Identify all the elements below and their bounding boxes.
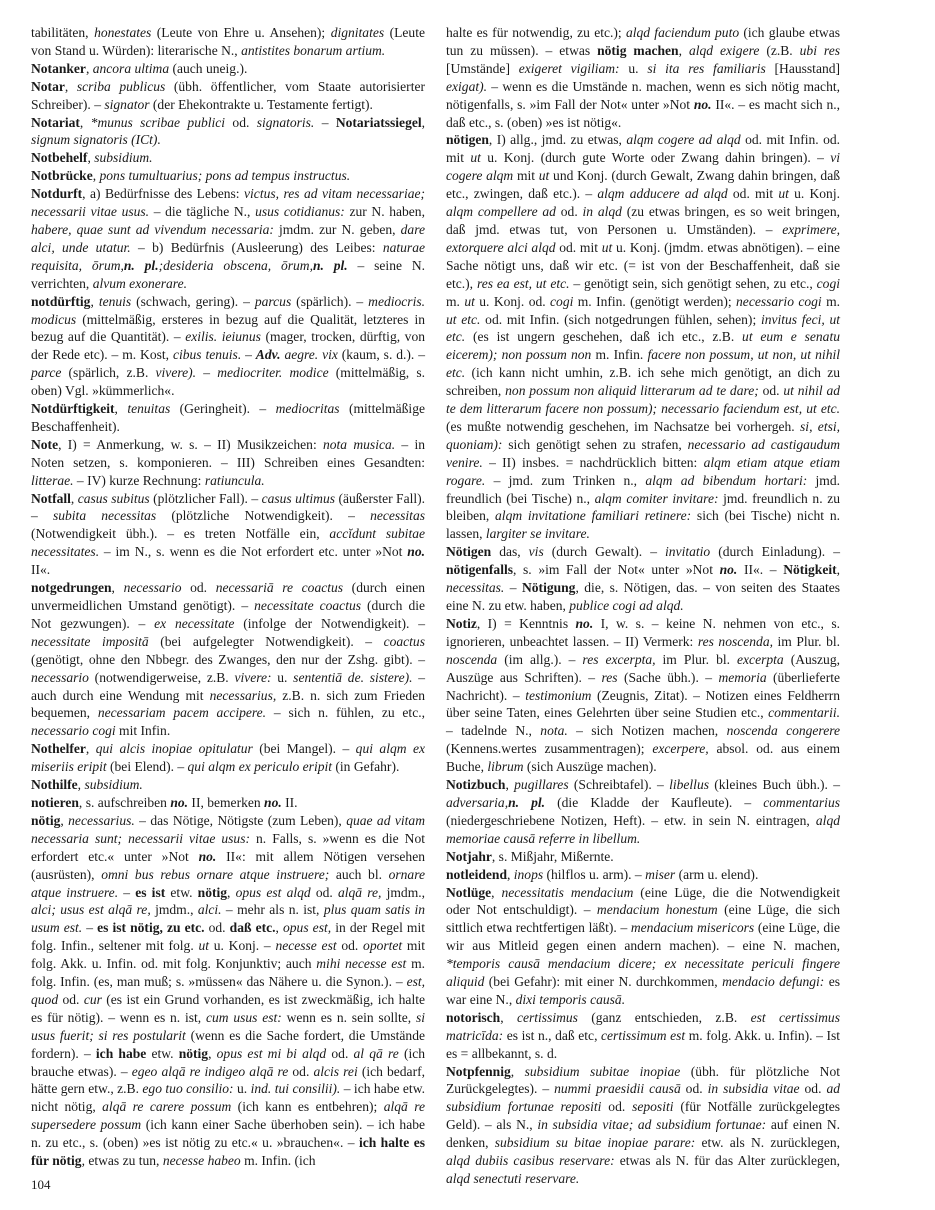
dictionary-entry: Notjahr, s. Mißjahr, Mißernte. (446, 848, 614, 864)
dictionary-entry: Nötigen das, vis (durch Gewalt). – invitatio (durch Einladung). – nötigenfalls, s. »im Fall der Not« unter »Not no. II«. – Nötigkeit, necessitas. – Nötigung, die, s. Nötigen, das. – von seiten des Staates eine N. zu etw. haben, publice cogi ad alqd. (446, 544, 841, 613)
dictionary-entry: nötigen, I) allg., jmd. zu etwas, alqm cogere ad alqd od. mit Infin. od. mit ut u. Konj. (durch gute Worte oder Zwang dahin bringen). – vi cogere alqm mit ut und Konj. (durch Gewalt, Zwang dahin bringen, daß etc., zwingen, daß etc.). – alqm adducere ad alqd od. mit ut u. Konj. alqm compellere ad od. in alqd (zu etwas bringen, es so weit bringen, daß jmd. etwas tut, von Personen u. Umständen). – exprimere, extorquere alci alqd od. mit ut u. Konj. (jmdm. etwas abnötigen). – eine Sache nötigt uns, daß wir etc. (= ist von der Beschaffenheit, daß sie etc.), res ea est, ut etc. – genötigt sein, sich genötigt sehen, zu etc., cogi m. ut u. Konj. od. cogi m. Infin. (genötigt werden); necessario cogi m. ut etc. od. mit Infin. (sich notgedrungen fühlen, sehen); invitus feci, ut etc. (es ist ungern geschehen, daß ich etc., z.B. ut eum e senatu eicerem); non possum non m. Infin. facere non possum, ut non, ut nihil etc. (ich kann nicht umhin, z.B. ich sehe mich genötigt, an dich zu schreiben, non possum non aliquid litterarum ad te dare; od. ut nihil ad te dem litterarum facere non possum); necessario faciendum est, ut etc. (es mußte notwendig geschehen, im Nachsatze bei vorhergeh. si, etsi, quoniam): sich genötigt sehen zu strafen, necessario ad castigaudum venire. – II) insbes. = nachdrücklich bitten: alqm etiam atque etiam rogare. – jmd. zum Trinken n., alqm ad bibendum hortari: jmd. freundlich (bei Tische) n., alqm comiter invitare: jmd. freundlich n. zu bleiben, alqm invitatione familiari retinere: sich (bei Tische) nicht n. lassen, largiter se invitare. (446, 132, 841, 542)
dictionary-entry: Notlüge, necessitatis mendacium (eine Lüge, die die Notwendigkeit oder Not entschuldigt). – mendacium honestum (eine Lüge, die sich sittlich etwa rechtfertigen läßt). – mendacium misericors (eine Lüge, die wir aus Mitleid gegen einen andern machen). – eine N. machen, *temporis causā mendacium dicere; ex necessitate periculi fingere aliquid (bei Gefahr): mit einer N. durchkommen, mendacio defungi: es war eine N., dixi temporis causā. (446, 884, 841, 1007)
dictionary-entry: notgedrungen, necessario od. necessariā re coactus (durch einen unvermeidlichen Umstand genötigt). – necessitate coactus (durch die Not gezwungen). – ex necessitate (infolge der Notwendigkeit). – necessitate impositā (bei aufgelegter Notwendigkeit). – coactus (genötigt, ohne den Nbbegr. des Zwanges, den nur der Zshg. gibt). – necessario (notwendigerweise, z.B. vivere: u. sententiā de. sistere). – auch durch eine Wendung mit necessarius, z.B. n. sich zum Frieden bequemen, necessariam pacem accipere. – sich n. fühlen, zu etc., necessario cogi mit Infin. (31, 580, 426, 739)
dictionary-entry: Nothilfe, subsidium. (31, 777, 143, 793)
dictionary-entry: Notiz, I) = Kenntnis no. I, w. s. – keine N. nehmen von etc., s. ignorieren, unbeachtet lassen. – II) Vermerk: res noscenda, im Plur. bl. noscenda (im allg.). – res excerpta, im Plur. bl. excerpta (Auszug, Auszüge aus Schriften). – res (Sache übh.). – memoria (überlieferte Nachricht). – testimonium (Zeugnis, Zitat). – Notizen eines Feldherrn über seine Taten, eines Gelehrten über seine Studien etc., commentarii. – tadelnde N., nota. – sich Notizen machen, noscenda congerere (Kennens.wertes zusammentragen); excerpere, absol. od. aus einem Buche, librum (sich Auszüge machen). (446, 615, 841, 775)
dictionary-entry: notieren, s. aufschreiben no. II, bemerken no. II. (31, 794, 298, 810)
dictionary-entry: halte es für notwendig, zu etc.); alqd faciendum puto (ich glaube etwas tun zu müssen). – etwas nötig machen, alqd exigere (z.B. ubi res [Umstände] exigeret vigiliam: u. si ita res familiaris [Hausstand] exigat). – wenn es die Umstände n. machen, wenn es sich nötig macht, nötigenfalls, s. »im Fall der Not« unter »Not no. II«. – es macht sich n., daß etc., s. (oben) »es ist nötig«. (446, 25, 841, 130)
dictionary-entry: Notizbuch, pugillares (Schreibtafel). – libellus (kleines Buch übh.). – adversaria,n. pl. (die Kladde der Kaufleute). – commentarius (niedergeschriebene Notizen, Heft). – etw. in sein N. eintragen, alqd memoriae causā referre in libellum. (446, 777, 841, 846)
dictionary-entry: notorisch, certissimus (ganz entschieden, z.B. est certissimus matricīda: es ist n., daß etc, certissimum est m. folg. Akk. u. Infin). – Ist es = allbekannt, s. d. (446, 1009, 840, 1061)
dictionary-entry: Note, I) = Anmerkung, w. s. – II) Musikzeichen: nota musica. – in Noten setzen, s. komponieren. – III) Schreiben eines Gesandten: litterae. – IV) kurze Rechnung: ratiuncula. (31, 436, 426, 488)
dictionary-entry: Notbrücke, pons tumultuarius; pons ad tempus instructus. (31, 168, 351, 184)
dictionary-entry: Notpfennig, subsidium subitae inopiae (übh. für plötzliche Not Zurückgelegtes). – nummi praesidii causā od. in subsidia vitae od. ad subsidium fortunae repositi od. sepositi (für Notfälle zurückgelegtes Geld). – als N., in subsidia vitae; ad subsidium fortunae: auf einen N. denken, subsidium su bitae inopiae parare: etw. als N. zurücklegen, alqd dubiis casibus reservare: etwas als N. für das Alter zurücklegen, alqd senectuti reservare. (446, 1063, 841, 1186)
dictionary-entry: Notdürftigkeit, tenuitas (Geringheit). – mediocritas (mittelmäßige Beschaffenheit). (31, 401, 425, 434)
dictionary-entry: Notar, scriba publicus (übh. öffentlicher, vom Staate autorisierter Schreiber). – signator (der Ehekontrakte u. Testamente fertigt). (31, 78, 425, 112)
dictionary-entry: Notariat, *munus scribae publici od. signatoris. – Notariatssiegel, signum signatoris (ICt). (31, 114, 426, 148)
dictionary-entry: Nothelfer, qui alcis inopiae opitulatur (bei Mangel). – qui alqm ex miseriis eripit (bei Elend). – qui alqm ex periculo eripit (in Gefahr). (31, 741, 425, 775)
dictionary-entry: Notdurft, a) Bedürfnisse des Lebens: victus, res ad vitam necessariae; necessarii vitae usus. – die tägliche N., usus cotidianus: zur N. haben, habere, quae sunt ad vivendum necessaria: jmdm. zur N. geben, dare alci, unde utatur. – b) Bedürfnis (Ausleerung) des Leibes: naturae requisita, ōrum,n. pl.;desideria obscena, ōrum,n. pl. – seine N. verrichten, alvum exonerare. (31, 186, 426, 291)
dictionary-entry: Notbehelf, subsidium. (31, 150, 153, 166)
dictionary-entry: nötig, necessarius. – das Nötige, Nötigste (zum Leben), quae ad vitam necessaria sunt; necessarii vitae usus: n. Falls, s. »wenn es die Not erfordert etc.« unter »Not no. II«: mit allem Nötigen versehen (ausrüsten), omni bus rebus ornare atque instruere; auch bl. ornare atque instruere. – es ist etw. nötig, opus est alqd od. alqā re, jmdm., alci; usus est alqā re, jmdm., alci. – mehr als n. ist, plus quam satis in usum est. – es ist nötig, zu etc. od. daß etc., opus est, in der Regel mit folg. Infin., seltener mit folg. ut u. Konj. – necesse est od. oportet mit folg. Akk. u. Infin. od. mit folg. Konjunktiv; auch mihi necesse est m. folg. Infin. (es, man muß; s. »müssen« das Nähere u. die Synon.). – est, quod od. cur (es ist ein Grund vorhanden, es ist zweckmäßig, ich halte es für nötig). – wenn es n. ist, cum usus est: wenn es n. sein sollte, si usus fuerit; si res postularit (wenn es die Sache fordert, die Umstände fordern). – ich habe etw. nötig, opus est mi bi alqd od. al qā re (ich brauche etwas). – egeo alqā re indigeo alqā re od. alcis rei (ich bedarf, hätte gern etw., z.B. ego tuo consilio: u. ind. tui consilii). – ich habe etw. nicht nötig, alqā re carere possum (ich kann es entbehren); alqā re supersedere possum (ich kann einer Sache überhoben sein). – ich habe n. zu etc., s. (oben) »es ist nötig zu etc.« u. »brauchen«. – ich halte es für nötig, etwas zu tun, necesse habeo m. Infin. (ich (31, 812, 426, 1169)
dictionary-entry: Notfall, casus subitus (plötzlicher Fall). – casus ultimus (äußerster Fall). – subita necessitas (plötzliche Notwendigkeit). – necessitas (Notwendigkeit übh.). – es treten Notfälle ein, accĭdunt subitae necessitates. – im N., s. wenn es die Not erfordert etc. unter »Not no. II«. (31, 490, 426, 578)
page-number: 104 (31, 1177, 51, 1192)
dictionary-entry: Notanker, ancora ultima (auch uneig.). (31, 60, 248, 76)
dictionary-entry: notdürftig, tenuis (schwach, gering). – parcus (spärlich). – mediocris. modicus (mittelmäßig, ersteres in bezug auf die Qualität, letzteres in bezug auf die Quantität). – exilis. ieiunus (mager, trocken, dürftig, von der Rede etc). – m. Kost, cibus tenuis. – Adv. aegre. vix (kaum, s. d.). – parce (spärlich, z.B. vivere). – mediocriter. modice (mittelmäßig, s. oben) Vgl. »kümmerlich«. (31, 293, 426, 399)
right-column (446, 24, 840, 1188)
left-column (31, 24, 425, 1170)
dictionary-entry: notleidend, inops (hilflos u. arm). – miser (arm u. elend). (446, 866, 759, 882)
dictionary-entry: tabilitäten, honestates (Leute von Ehre u. Ansehen); dignitates (Leute von Stand u. Würden): literarische N., antistites bonarum artium. (31, 25, 425, 58)
